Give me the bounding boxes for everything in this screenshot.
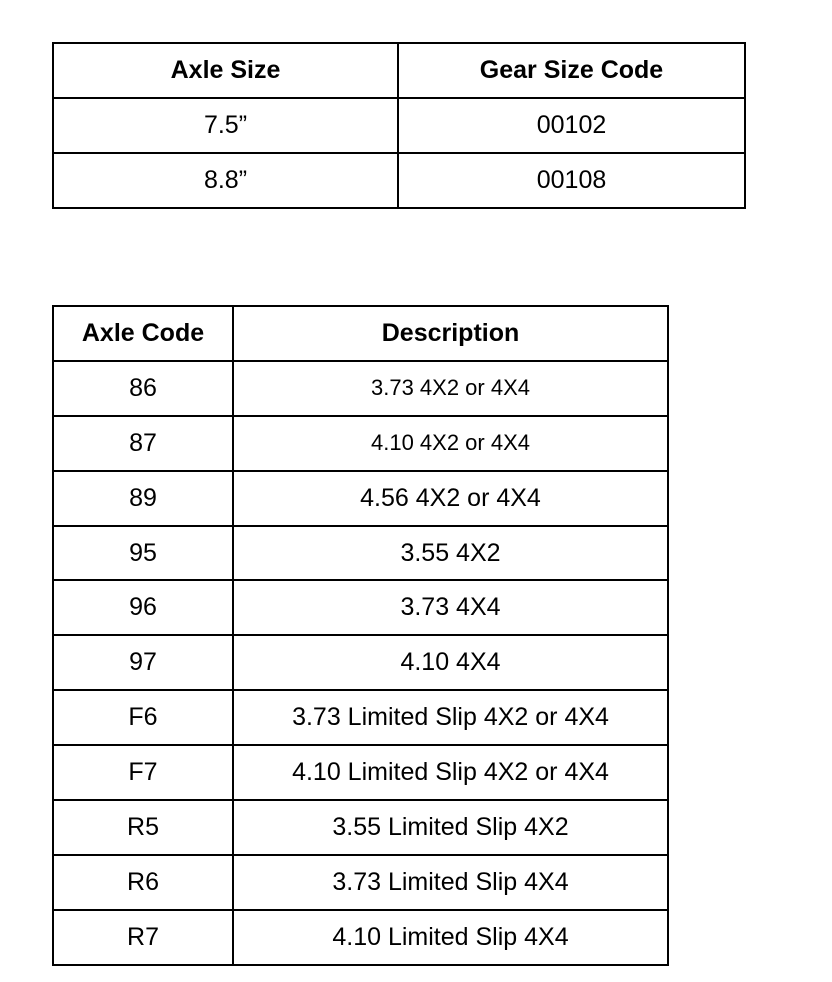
axle-code-cell: 95: [53, 526, 233, 581]
table-row: [53, 690, 668, 745]
axle-code-cell: F6: [53, 690, 233, 745]
description-cell: 3.73 4X4: [233, 580, 668, 635]
table-row: [53, 580, 668, 635]
axle-code-cell: 89: [53, 471, 233, 526]
description-cell: 4.10 Limited Slip 4X2 or 4X4: [233, 745, 668, 800]
description-cell: 4.10 Limited Slip 4X4: [233, 910, 668, 965]
axle-code-cell: 96: [53, 580, 233, 635]
table-row: [53, 526, 668, 581]
table-row: [53, 471, 668, 526]
description-cell: 3.73 Limited Slip 4X4: [233, 855, 668, 910]
table-row: [53, 855, 668, 910]
description-cell: 3.73 Limited Slip 4X2 or 4X4: [233, 690, 668, 745]
header-gear-size-code: Gear Size Code: [398, 43, 745, 98]
axle-size-cell: 8.8”: [53, 153, 398, 208]
table-row: [53, 745, 668, 800]
description-cell: 3.73 4X2 or 4X4: [233, 361, 668, 416]
description-cell: 3.55 Limited Slip 4X2: [233, 800, 668, 855]
gear-size-table: [52, 42, 746, 209]
table-row: [53, 910, 668, 965]
description-cell: 4.10 4X4: [233, 635, 668, 690]
axle-code-cell: F7: [53, 745, 233, 800]
axle-code-cell: R7: [53, 910, 233, 965]
axle-code-cell: R5: [53, 800, 233, 855]
axle-code-table: [52, 305, 669, 966]
gear-size-code-cell: 00102: [398, 98, 745, 153]
axle-code-cell: R6: [53, 855, 233, 910]
table-row: [53, 416, 668, 471]
gear-size-code-cell: 00108: [398, 153, 745, 208]
table-header-row: [53, 43, 745, 98]
description-cell: 4.10 4X2 or 4X4: [233, 416, 668, 471]
header-description: Description: [233, 306, 668, 361]
header-axle-code: Axle Code: [53, 306, 233, 361]
table-row: [53, 98, 745, 153]
description-cell: 4.56 4X2 or 4X4: [233, 471, 668, 526]
header-axle-size: Axle Size: [53, 43, 398, 98]
table-row: [53, 800, 668, 855]
table-row: [53, 153, 745, 208]
axle-code-cell: 97: [53, 635, 233, 690]
table-header-row: [53, 306, 668, 361]
description-cell: 3.55 4X2: [233, 526, 668, 581]
axle-code-cell: 86: [53, 361, 233, 416]
axle-size-cell: 7.5”: [53, 98, 398, 153]
table-row: [53, 635, 668, 690]
table-row: [53, 361, 668, 416]
axle-code-cell: 87: [53, 416, 233, 471]
